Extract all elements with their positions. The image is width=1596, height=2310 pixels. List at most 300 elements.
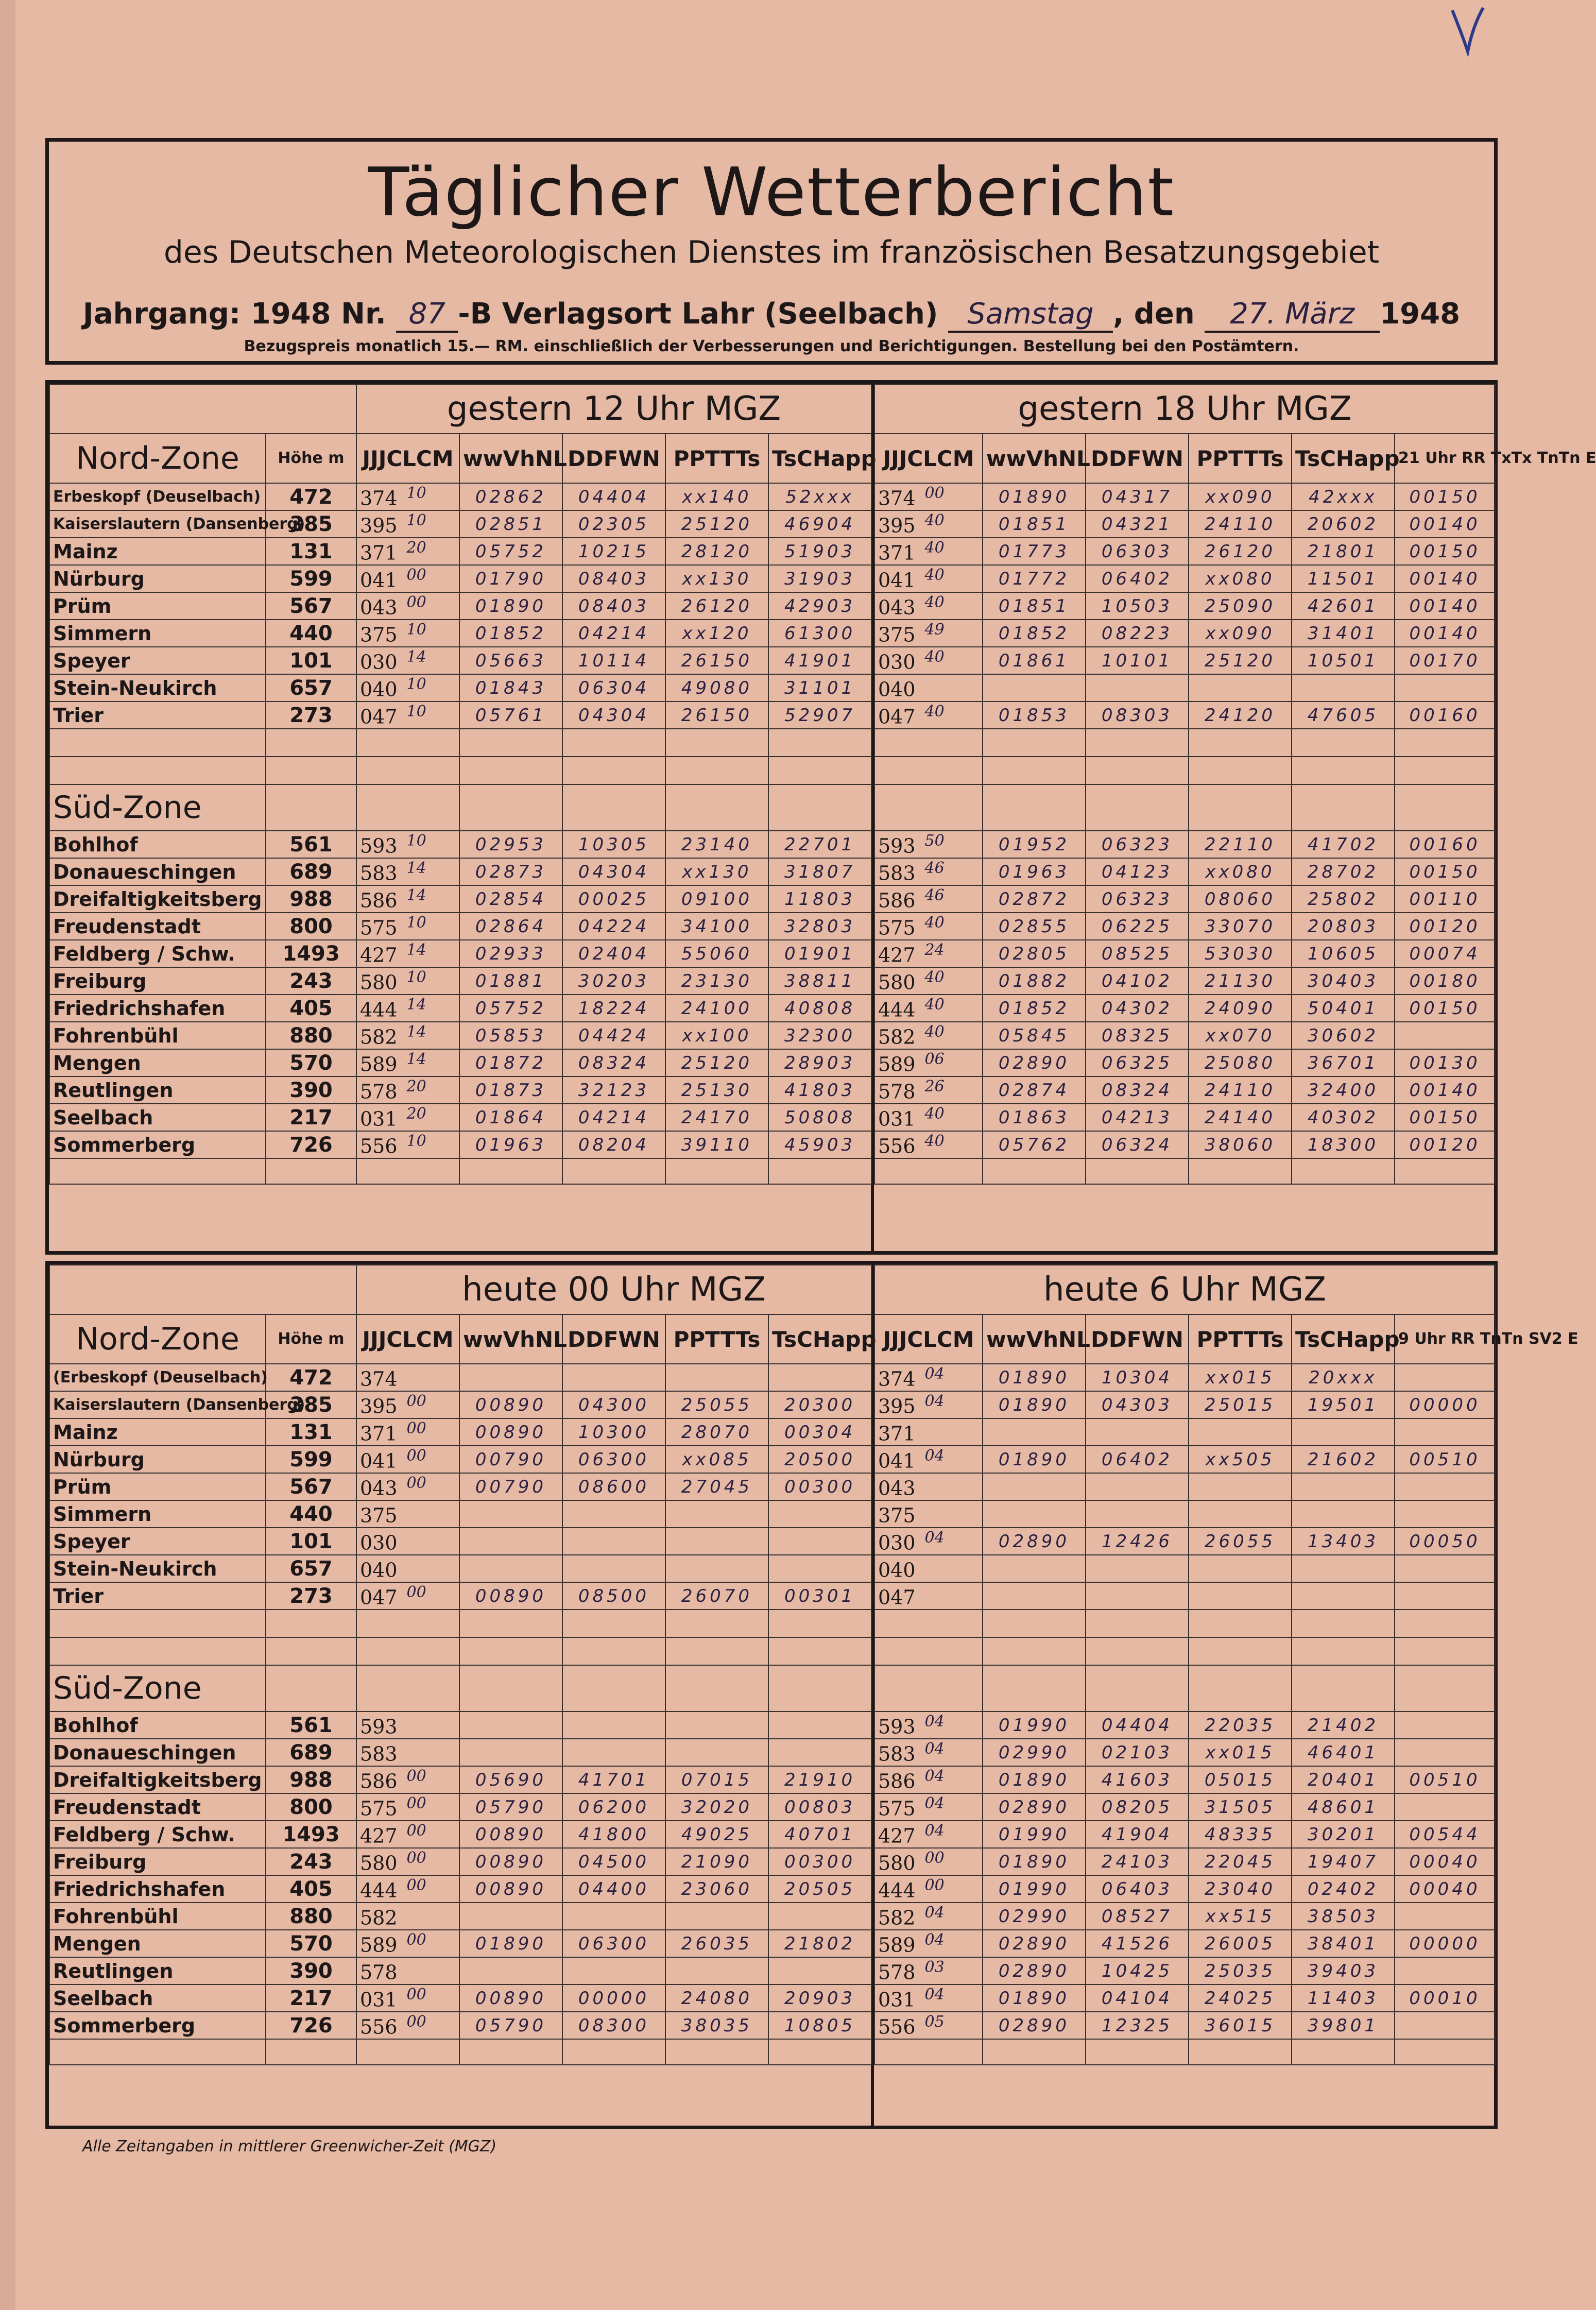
dd-value: 08403 (562, 565, 665, 592)
ts-value: 20602 (1292, 510, 1395, 538)
cm-value: 00 (924, 484, 945, 502)
empty-cell (983, 784, 1086, 831)
empty-cell (874, 729, 983, 757)
jjj-value: 043 $^{40}$ (874, 592, 983, 620)
station-height: 385 (266, 510, 356, 538)
ts-value: 36701 (1292, 1049, 1395, 1076)
ts-value (1292, 1473, 1395, 1500)
empty-cell (665, 757, 768, 784)
station-height: 390 (266, 1957, 356, 1984)
station-height: 1493 (266, 1821, 356, 1848)
station-height: 472 (266, 1364, 356, 1391)
pp-value: 36015 (1189, 2012, 1292, 2039)
empty-cell (1395, 757, 1495, 784)
dd-value: 18224 (562, 995, 665, 1022)
cm-value: 00 (406, 1821, 426, 1840)
dd-value: 00000 (562, 1984, 665, 2012)
ww-value: 00790 (459, 1446, 562, 1473)
pp-value (665, 1555, 768, 1582)
ts-value: 13403 (1292, 1528, 1395, 1555)
column-header: JJJCLCM (874, 434, 983, 483)
column-header: TsCHapp (1292, 1314, 1395, 1364)
pp-value: 22110 (1189, 831, 1292, 858)
rr-header: 9 Uhr RR TnTn SV2 E (1395, 1314, 1495, 1364)
ww-value: 05690 (459, 1766, 562, 1793)
station-name: Mainz (49, 1418, 266, 1446)
time-title: gestern 18 Uhr MGZ (874, 384, 1495, 434)
ts-value: 21801 (1292, 538, 1395, 565)
table-row (874, 1418, 1495, 1446)
ww-value: 00790 (459, 1473, 562, 1500)
dd-value: 04213 (1086, 1104, 1189, 1131)
pp-value: xx070 (1189, 1022, 1292, 1049)
empty-cell (266, 784, 356, 831)
dd-value: 04104 (1086, 1984, 1189, 2012)
table-row (874, 1739, 1495, 1766)
dd-value: 41526 (1086, 1930, 1189, 1957)
table-row (874, 940, 1495, 967)
ww-value: 05790 (459, 2012, 562, 2039)
pp-value: 32020 (665, 1793, 768, 1821)
ts-value: 19501 (1292, 1391, 1395, 1418)
cm-value: 10 (406, 702, 426, 721)
empty-cell (1395, 1665, 1495, 1712)
dd-value: 00025 (562, 885, 665, 913)
station-height: 405 (266, 995, 356, 1022)
pp-value: 24110 (1189, 1076, 1292, 1104)
ts-value: 38401 (1292, 1930, 1395, 1957)
empty-cell (356, 784, 459, 831)
station-name: Fohrenbühl (49, 1022, 266, 1049)
dd-value: 08525 (1086, 940, 1189, 967)
table-row (49, 1528, 871, 1555)
empty-cell (665, 1610, 768, 1637)
cm-value: 00 (406, 1583, 426, 1601)
station-height: 131 (266, 1418, 356, 1446)
jjj-value: 575 $^{04}$ (874, 1793, 983, 1821)
table-row (49, 1104, 871, 1131)
station-name: Prüm (49, 1473, 266, 1500)
cm-value: 26 (924, 1077, 945, 1096)
ts-value: 19407 (1292, 1848, 1395, 1875)
cm-value: 00 (406, 1930, 426, 1949)
dd-value: 06200 (562, 1793, 665, 1821)
binding-edge (0, 0, 15, 2310)
empty-cell (459, 729, 562, 757)
pp-value: 49025 (665, 1821, 768, 1848)
empty-cell (1292, 784, 1395, 831)
ts-value: 50401 (1292, 995, 1395, 1022)
station-name: Stein-Neukirch (49, 1555, 266, 1582)
pp-value (1189, 1500, 1292, 1528)
cm-value: 10 (406, 675, 426, 693)
ww-value: 01790 (459, 565, 562, 592)
ts-value: 20505 (768, 1875, 871, 1903)
ww-value: 01861 (983, 647, 1086, 674)
jjj-value: 586 $^{14}$ (356, 885, 459, 913)
pp-value: 28070 (665, 1418, 768, 1446)
empty-cell (1189, 1610, 1292, 1637)
jjj-value: 427 $^{14}$ (356, 940, 459, 967)
rr-value: 00510 (1395, 1766, 1495, 1793)
pp-value: 05015 (1189, 1766, 1292, 1793)
rr-value: 00140 (1395, 1076, 1495, 1104)
jjj-value: 580 $^{10}$ (356, 967, 459, 995)
jjj-value: 582 $^{40}$ (874, 1022, 983, 1049)
ts-value: 18300 (1292, 1131, 1395, 1158)
ww-value: 05845 (983, 1022, 1086, 1049)
jjj-value: 583 (356, 1739, 459, 1766)
dd-value: 08324 (562, 1049, 665, 1076)
rr-value: 00120 (1395, 1131, 1495, 1158)
pp-value: 48335 (1189, 1821, 1292, 1848)
ww-value: 02805 (983, 940, 1086, 967)
footnote: Alle Zeitangaben in mittlerer Greenwicher-Zeit (MGZ) (82, 2137, 497, 2155)
station-name: Speyer (49, 647, 266, 674)
dd-value: 04424 (562, 1022, 665, 1049)
pp-value: 24170 (665, 1104, 768, 1131)
jjj-value: 589 $^{14}$ (356, 1049, 459, 1076)
empty-cell (356, 1158, 459, 1184)
cm-value: 40 (924, 593, 945, 611)
ts-value: 21910 (768, 1766, 871, 1793)
cm-value: 40 (924, 968, 945, 986)
dd-value (1086, 1582, 1189, 1610)
dd-value: 41603 (1086, 1766, 1189, 1793)
cm-value: 03 (924, 1958, 945, 1976)
table-row (874, 1793, 1495, 1821)
pp-value: 55060 (665, 940, 768, 967)
table-row (874, 1582, 1495, 1610)
station-name: Feldberg / Schw. (49, 940, 266, 967)
verlag-label: -B Verlagsort Lahr (Seelbach) (458, 297, 938, 331)
ww-value: 02990 (983, 1903, 1086, 1930)
dd-value: 06323 (1086, 831, 1189, 858)
empty-cell (768, 1158, 871, 1184)
cm-value (398, 1904, 407, 1922)
cm-value (916, 1474, 925, 1492)
column-header: TsCHapp (1292, 434, 1395, 483)
jjj-value: 593 (356, 1712, 459, 1739)
table-row (874, 1473, 1495, 1500)
ww-value (983, 1582, 1086, 1610)
cm-value: 04 (924, 1446, 945, 1465)
jjj-value: 031 $^{04}$ (874, 1984, 983, 2012)
dd-value: 10304 (1086, 1364, 1189, 1391)
cm-value: 40 (924, 647, 945, 666)
column-header: TsCHapp (768, 1314, 871, 1364)
pp-value: 22035 (1189, 1712, 1292, 1739)
station-height: 880 (266, 1022, 356, 1049)
pp-value: 31505 (1189, 1793, 1292, 1821)
dd-value (1086, 1555, 1189, 1582)
ts-value: 32300 (768, 1022, 871, 1049)
cm-value: 10 (406, 831, 426, 850)
jjj-value: 586 $^{46}$ (874, 885, 983, 913)
pp-value (665, 1739, 768, 1766)
ts-value: 00304 (768, 1418, 871, 1446)
station-name: Reutlingen (49, 1076, 266, 1104)
ww-value: 01890 (983, 1984, 1086, 2012)
rr-value: 00110 (1395, 885, 1495, 913)
cm-value: 40 (924, 702, 945, 721)
pp-value (665, 1712, 768, 1739)
station-name: Kaiserslautern (Dansenberg) (49, 1391, 266, 1418)
pp-value: xx085 (665, 1446, 768, 1473)
empty-cell (1189, 1665, 1292, 1712)
jjj-value: 556 $^{40}$ (874, 1131, 983, 1158)
pp-value: 26120 (1189, 538, 1292, 565)
station-height: 567 (266, 592, 356, 620)
issue-line (49, 297, 1494, 333)
table-row (49, 1582, 871, 1610)
empty-cell (356, 729, 459, 757)
pp-value: xx015 (1189, 1364, 1292, 1391)
dd-value: 41701 (562, 1766, 665, 1793)
ts-value: 00803 (768, 1793, 871, 1821)
rr-value (1395, 2012, 1495, 2039)
jjj-value: 427 $^{00}$ (356, 1821, 459, 1848)
ww-value: 00890 (459, 1391, 562, 1418)
empty-cell (1189, 2039, 1292, 2065)
jjj-value: 371 (874, 1418, 983, 1446)
pp-value: 25090 (1189, 592, 1292, 620)
dd-value (1086, 674, 1189, 701)
ts-value: 51903 (768, 538, 871, 565)
rr-value: 00510 (1395, 1446, 1495, 1473)
jjj-value: 047 $^{40}$ (874, 701, 983, 729)
empty-cell (983, 2039, 1086, 2065)
jjj-value: 375 $^{10}$ (356, 620, 459, 647)
table-row (874, 1500, 1495, 1528)
time-title: heute 6 Uhr MGZ (874, 1265, 1495, 1314)
ww-value (459, 1555, 562, 1582)
column-header: PPTTTs (665, 434, 768, 483)
ww-value: 00890 (459, 1821, 562, 1848)
pp-value: 08060 (1189, 885, 1292, 913)
date: 27. März (1205, 297, 1380, 333)
pp-value (665, 1364, 768, 1391)
table-row (49, 483, 871, 510)
station-name: Bohlhof (49, 831, 266, 858)
station-name: Seelbach (49, 1984, 266, 2012)
dd-value: 04317 (1086, 483, 1189, 510)
pp-value: 23140 (665, 831, 768, 858)
ts-value: 46904 (768, 510, 871, 538)
ww-value: 02874 (983, 1076, 1086, 1104)
dd-value: 06324 (1086, 1131, 1189, 1158)
ts-value: 20xxx (1292, 1364, 1395, 1391)
jjj-value: 041 $^{00}$ (356, 565, 459, 592)
ts-value: 10605 (1292, 940, 1395, 967)
dd-value: 10305 (562, 831, 665, 858)
ww-value: 01843 (459, 674, 562, 701)
ww-value: 02890 (983, 1793, 1086, 1821)
cm-value: 04 (924, 1364, 945, 1383)
cm-value: 10 (406, 484, 426, 502)
empty-cell (1086, 729, 1189, 757)
table-row (874, 1049, 1495, 1076)
ts-value (768, 1555, 871, 1582)
zone-title: Süd-Zone (49, 784, 266, 831)
rr-value: 00074 (1395, 940, 1495, 967)
dd-value: 06303 (1086, 538, 1189, 565)
ts-value: 01901 (768, 940, 871, 967)
jjj-value: 375 (874, 1500, 983, 1528)
station-name: Freudenstadt (49, 1793, 266, 1821)
column-header: TsCHapp (768, 434, 871, 483)
cm-value: 00 (406, 566, 426, 584)
ts-value (768, 1957, 871, 1984)
ts-value: 20500 (768, 1446, 871, 1473)
rr-value: 00150 (1395, 858, 1495, 885)
ts-value (1292, 1582, 1395, 1610)
empty-cell (266, 1610, 356, 1637)
ts-value: 28903 (768, 1049, 871, 1076)
station-height: 726 (266, 2012, 356, 2039)
ts-value: 11403 (1292, 1984, 1395, 2012)
jjj-value: 395 $^{00}$ (356, 1391, 459, 1418)
ts-value: 46401 (1292, 1739, 1395, 1766)
table-row (874, 967, 1495, 995)
ww-value: 02855 (983, 913, 1086, 940)
ww-value: 05761 (459, 701, 562, 729)
rr-value (1395, 1903, 1495, 1930)
page-title: Täglicher Wetterbericht (368, 153, 1175, 231)
ts-value: 30201 (1292, 1821, 1395, 1848)
table-row (49, 647, 871, 674)
empty-cell (768, 1637, 871, 1665)
station-name: Nürburg (49, 1446, 266, 1473)
station-name: Donaueschingen (49, 858, 266, 885)
rr-header: 21 Uhr RR TxTx TnTn E (1395, 434, 1495, 483)
ww-value: 01890 (983, 1364, 1086, 1391)
ww-value: 01890 (459, 592, 562, 620)
station-name: Bohlhof (49, 1712, 266, 1739)
table-row (49, 1446, 871, 1473)
pp-value: xx130 (665, 565, 768, 592)
dd-value (562, 1500, 665, 1528)
cm-value: 40 (924, 511, 945, 529)
pp-value: 21130 (1189, 967, 1292, 995)
empty-cell (874, 1665, 983, 1712)
pp-value: 23040 (1189, 1875, 1292, 1903)
jjj-value: 589 $^{06}$ (874, 1049, 983, 1076)
table-row (874, 620, 1495, 647)
ww-value: 01853 (983, 701, 1086, 729)
empty-cell (1086, 2039, 1189, 2065)
ts-value: 31807 (768, 858, 871, 885)
ts-value: 10805 (768, 2012, 871, 2039)
table-row (49, 538, 871, 565)
dd-value (562, 1528, 665, 1555)
table-row (874, 1555, 1495, 1582)
cm-value: 10 (406, 620, 426, 639)
rr-value: 00180 (1395, 967, 1495, 995)
jjj-value: 582 $^{04}$ (874, 1903, 983, 1930)
weekday: Samstag (948, 297, 1113, 333)
table-row (874, 701, 1495, 729)
dd-value: 06403 (1086, 1875, 1189, 1903)
empty-cell (459, 784, 562, 831)
jjj-value: 583 $^{46}$ (874, 858, 983, 885)
dd-value: 32123 (562, 1076, 665, 1104)
cm-value: 04 (924, 1903, 945, 1922)
ww-value: 05663 (459, 647, 562, 674)
rr-value: 00130 (1395, 1049, 1495, 1076)
empty-cell (1086, 1665, 1189, 1712)
empty-cell (665, 1637, 768, 1665)
pp-value: xx080 (1189, 565, 1292, 592)
jjj-value: 578 $^{26}$ (874, 1076, 983, 1104)
dd-value: 10503 (1086, 592, 1189, 620)
cm-value: 14 (406, 647, 426, 666)
cm-value: 00 (406, 1985, 426, 2004)
cm-value: 00 (406, 1767, 426, 1785)
right-table (874, 384, 1596, 1185)
table-row (49, 1957, 871, 1984)
cm-value: 40 (924, 566, 945, 584)
cm-value: 20 (406, 538, 426, 557)
ts-value: 11803 (768, 885, 871, 913)
ts-value: 32803 (768, 913, 871, 940)
station-name: (Erbeskopf (Deuselbach) (49, 1364, 266, 1391)
cm-value: 40 (924, 1022, 945, 1041)
ww-value: 01990 (983, 1821, 1086, 1848)
pp-value: 24090 (1189, 995, 1292, 1022)
cm-value: 24 (924, 940, 945, 959)
dd-value (1086, 1500, 1189, 1528)
pp-value: 24025 (1189, 1984, 1292, 2012)
ts-value: 20903 (768, 1984, 871, 2012)
empty-cell (49, 729, 266, 757)
dd-value: 04302 (1086, 995, 1189, 1022)
cm-value: 00 (406, 1876, 426, 1894)
pp-value: 25120 (665, 510, 768, 538)
cm-value: 20 (406, 1077, 426, 1096)
ts-value: 02402 (1292, 1875, 1395, 1903)
table-row (49, 858, 871, 885)
empty-cell (562, 2039, 665, 2065)
dd-value: 04214 (562, 620, 665, 647)
table-row (49, 913, 871, 940)
jjj-value: 580 $^{40}$ (874, 967, 983, 995)
column-header: DDFWN (562, 1314, 665, 1364)
jjj-value: 371 $^{00}$ (356, 1418, 459, 1446)
empty-cell (983, 1637, 1086, 1665)
dd-value (1086, 1418, 1189, 1446)
ts-value (768, 1500, 871, 1528)
empty-cell (49, 2039, 266, 2065)
cm-value: 00 (406, 1849, 426, 1867)
empty-cell (459, 1665, 562, 1712)
table-row (874, 510, 1495, 538)
ts-value: 11501 (1292, 565, 1395, 592)
ww-value: 00890 (459, 1582, 562, 1610)
empty-cell (356, 2039, 459, 2065)
empty-cell (1086, 757, 1189, 784)
dd-value: 08600 (562, 1473, 665, 1500)
station-name: Freiburg (49, 1848, 266, 1875)
jjj-value: 578 $^{03}$ (874, 1957, 983, 1984)
pp-value: 34100 (665, 913, 768, 940)
pp-value: 24140 (1189, 1104, 1292, 1131)
cm-value: 50 (924, 831, 945, 850)
ts-value: 31401 (1292, 620, 1395, 647)
pp-value: 26005 (1189, 1930, 1292, 1957)
station-height: 440 (266, 620, 356, 647)
empty-cell (874, 2039, 983, 2065)
